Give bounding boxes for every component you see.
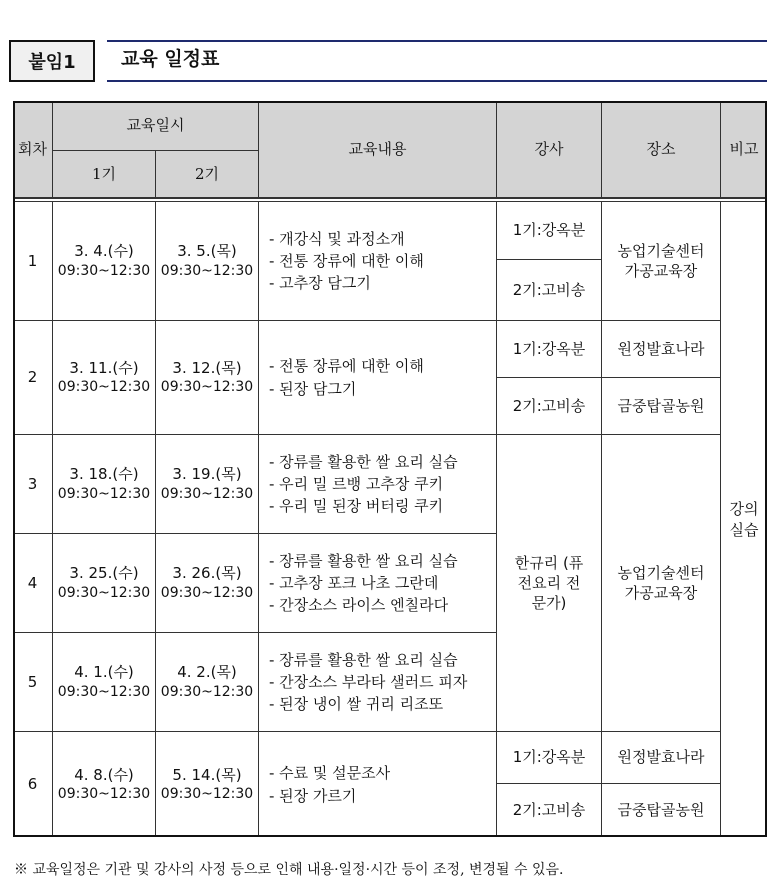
time: 09:30~12:30 <box>57 786 151 803</box>
date: 5. 14.(목) <box>172 765 242 784</box>
header-cohort-1: 1기 <box>53 151 156 198</box>
content-item: - 우리 밀 르뱅 고추장 쿠키 <box>269 474 444 493</box>
content-item: - 개강식 및 과정소개 <box>269 229 405 248</box>
instructor-merged: 한규리 (퓨전요리 전문가) <box>497 435 602 732</box>
content-item: - 전통 장류에 대한 이해 <box>269 357 424 376</box>
header-rule-bottom <box>107 80 767 82</box>
date: 3. 5.(목) <box>177 242 237 261</box>
schedule-table <box>13 101 767 837</box>
date: 3. 26.(목) <box>172 564 242 583</box>
content-item: - 장류를 활용한 쌀 요리 실습 <box>269 452 458 471</box>
row-2-instructor-a: 1기:강옥분 <box>497 321 602 378</box>
header-instructor: 강사 <box>497 101 602 198</box>
time: 09:30~12:30 <box>57 683 151 700</box>
header-place: 장소 <box>602 101 721 198</box>
header-content: 교육내용 <box>259 101 497 198</box>
table-frame <box>13 101 767 837</box>
time: 09:30~12:30 <box>57 262 151 279</box>
content-item: - 수료 및 설문조사 <box>269 764 391 783</box>
place-merged: 농업기술센터 가공교육장 <box>602 435 721 732</box>
time: 09:30~12:30 <box>57 379 151 396</box>
row-2-place-a: 원정발효나라 <box>602 321 721 378</box>
content-item: - 된장 가르기 <box>269 786 357 805</box>
footnote: ※ 교육일정은 기관 및 강사의 사정 등으로 인해 내용·일정·시간 등이 조정, 변경될 수 있음. <box>14 862 564 878</box>
content-item: - 우리 밀 된장 버터링 쿠키 <box>269 497 444 516</box>
row-2-instructor-b: 2기:고비송 <box>497 378 602 435</box>
remark-merged: 강의 실습 <box>729 500 759 539</box>
date: 3. 12.(목) <box>172 358 242 377</box>
time: 09:30~12:30 <box>160 584 254 601</box>
row-6-instructor-a: 1기:강옥분 <box>497 732 602 784</box>
page-title: 교육 일정표 <box>121 48 220 70</box>
content-item: - 장류를 활용한 쌀 요리 실습 <box>269 551 458 570</box>
content-item: - 된장 담그기 <box>269 379 357 398</box>
date: 4. 2.(목) <box>177 663 237 682</box>
row-2-round: 2 <box>13 321 53 435</box>
attachment-tag: 붙임1 <box>9 40 95 82</box>
header-remark: 비고 <box>721 101 767 198</box>
header-cohort-2: 2기 <box>156 151 259 198</box>
header-round: 회차 <box>13 101 53 198</box>
date: 3. 25.(수) <box>69 564 139 583</box>
date: 4. 8.(수) <box>74 765 134 784</box>
content-item: - 된장 냉이 쌀 귀리 리조또 <box>269 695 444 714</box>
content-item: - 고추장 담그기 <box>269 274 371 293</box>
time: 09:30~12:30 <box>160 262 254 279</box>
time: 09:30~12:30 <box>160 485 254 502</box>
date: 3. 4.(수) <box>74 242 134 261</box>
time: 09:30~12:30 <box>160 379 254 396</box>
content-item: - 전통 장류에 대한 이해 <box>269 251 424 270</box>
date: 4. 1.(수) <box>74 663 134 682</box>
row-6-instructor-b: 2기:고비송 <box>497 784 602 837</box>
date: 3. 11.(수) <box>69 358 139 377</box>
row-1-instructor-b: 2기:고비송 <box>497 260 602 321</box>
row-1-round: 1 <box>13 202 53 321</box>
time: 09:30~12:30 <box>160 683 254 700</box>
date: 3. 19.(목) <box>172 465 242 484</box>
header-date-group: 교육일시 <box>53 101 259 151</box>
row-1-place: 농업기술센터 가공교육장 <box>602 202 721 321</box>
date: 3. 18.(수) <box>69 465 139 484</box>
row-6-place-b: 금중탑골농원 <box>602 784 721 837</box>
row-6-round: 6 <box>13 732 53 837</box>
time: 09:30~12:30 <box>57 584 151 601</box>
time: 09:30~12:30 <box>160 786 254 803</box>
content-item: - 간장소스 라이스 엔칠라다 <box>269 596 449 615</box>
header-rule-top <box>107 40 767 42</box>
section-header <box>9 40 767 84</box>
content-item: - 간장소스 부라타 샐러드 피자 <box>269 672 468 691</box>
row-2-place-b: 금중탑골농원 <box>602 378 721 435</box>
row-1-instructor-a: 1기:강옥분 <box>497 202 602 260</box>
content-item: - 고추장 포크 나초 그란데 <box>269 573 439 592</box>
row-3-round: 3 <box>13 435 53 534</box>
content-item: - 장류를 활용한 쌀 요리 실습 <box>269 650 458 669</box>
time: 09:30~12:30 <box>57 485 151 502</box>
row-4-round: 4 <box>13 534 53 633</box>
row-6-place-a: 원정발효나라 <box>602 732 721 784</box>
row-5-round: 5 <box>13 633 53 732</box>
